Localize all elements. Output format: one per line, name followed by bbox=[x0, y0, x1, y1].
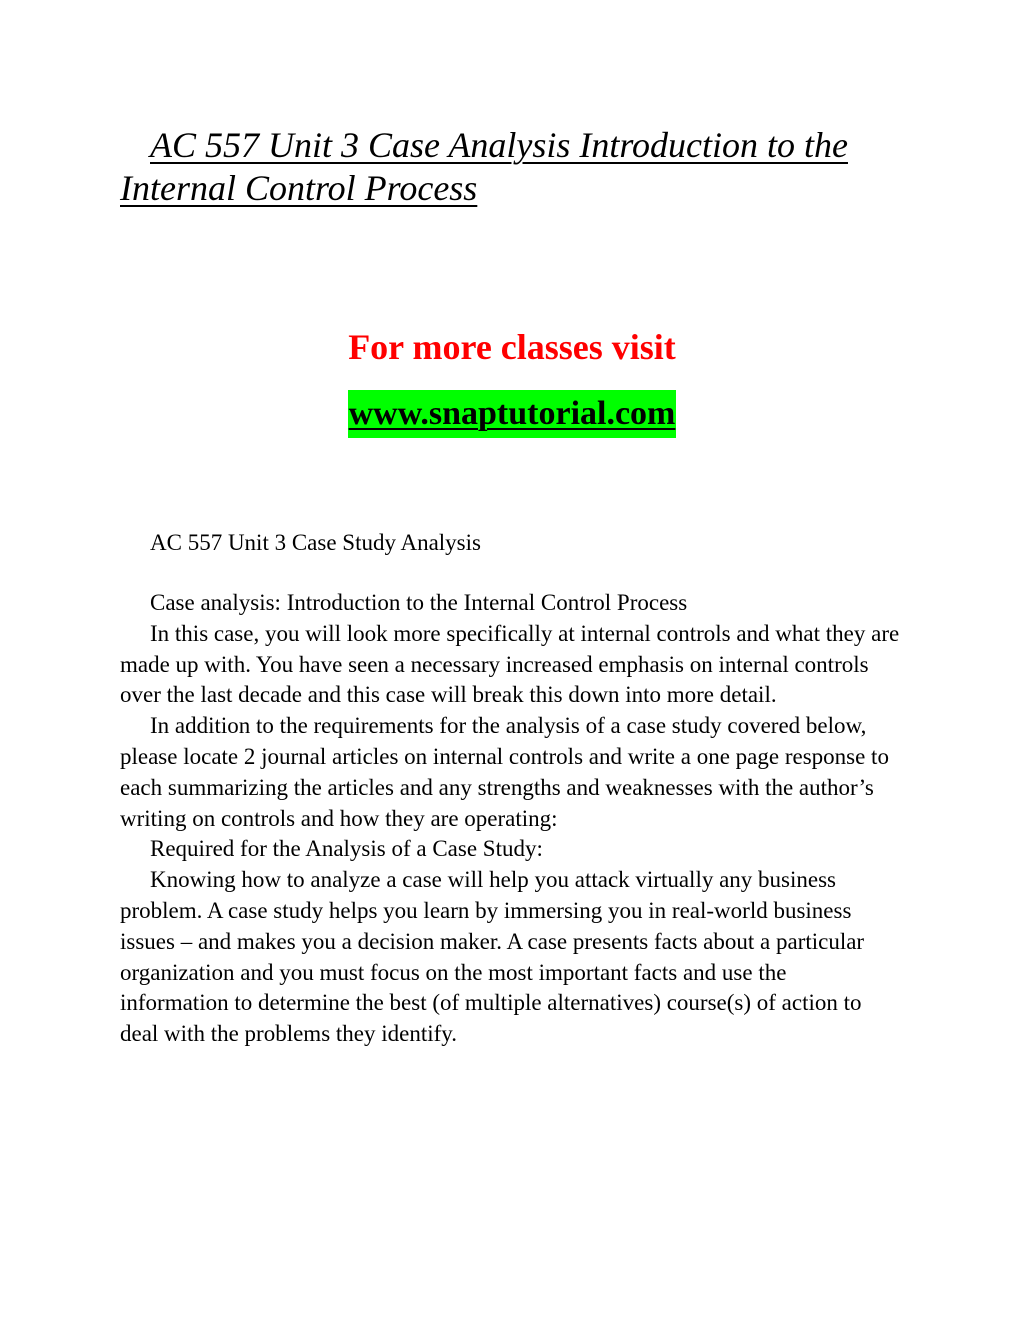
document-body bbox=[120, 588, 900, 1050]
body-paragraph: Required for the Analysis of a Case Study: bbox=[150, 836, 543, 862]
document-title: AC 557 Unit 3 Case Analysis Introduction to the Internal Control Process bbox=[120, 125, 848, 208]
body-paragraph: In addition to the requirements for the analysis of a case study covered below, please locate 2 journal articles on internal controls and write a one page response to each summarizing the articles and any strengths and weaknesses with the author’s writing on controls and how they are operating: bbox=[120, 713, 889, 831]
document-subtitle: AC 557 Unit 3 Case Study Analysis bbox=[150, 530, 481, 555]
body-paragraph: Knowing how to analyze a case will help you attack virtually any business problem. A case study helps you learn by immersing you in real-world business issues – and makes you a decision maker. A case presents facts about a particular organization and you must focus on the most important facts and use the information to determine the best (of multiple alternatives) course(s) of action to deal with the problems they identify. bbox=[120, 867, 865, 1047]
promo-link-container bbox=[0, 390, 1024, 438]
body-paragraph: Case analysis: Introduction to the Internal Control Process bbox=[150, 590, 688, 615]
promo-link[interactable]: www.snaptutorial.com bbox=[348, 390, 677, 438]
body-paragraph: In this case, you will look more specifically at internal controls and what they are made up with. You have seen a necessary increased emphasis on internal controls over the last decade and this case will break this down into more detail. bbox=[120, 620, 900, 708]
promo-text: For more classes visit bbox=[348, 327, 676, 367]
